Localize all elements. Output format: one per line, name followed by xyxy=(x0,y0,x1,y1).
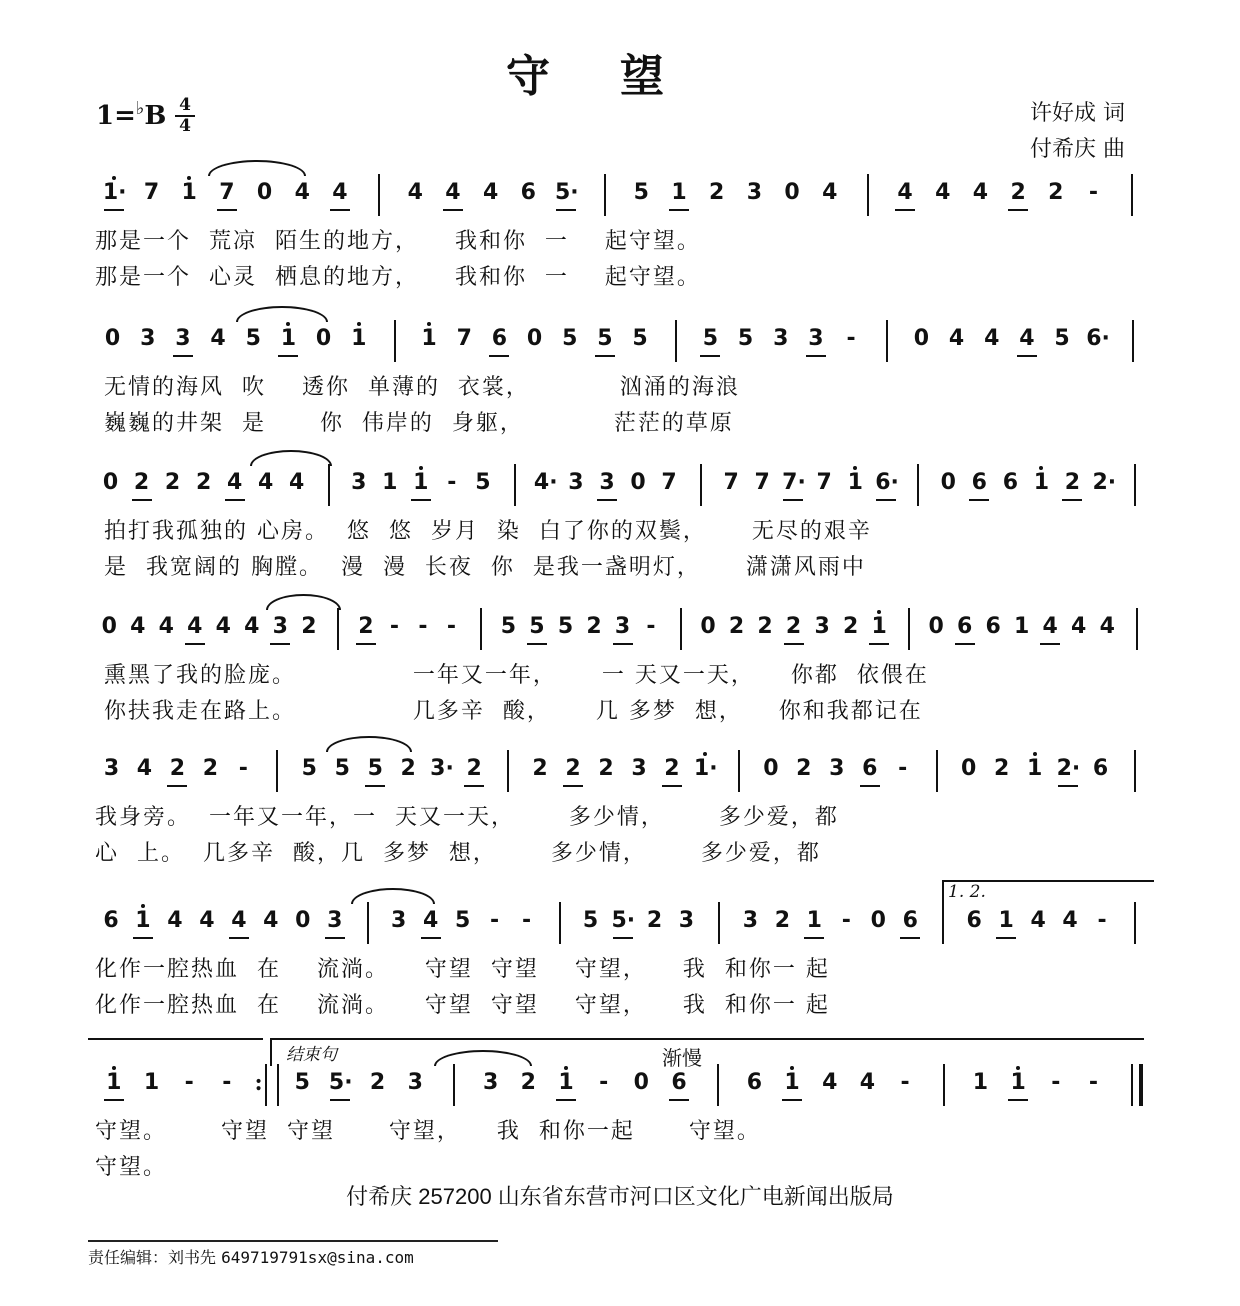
note: 2 xyxy=(586,614,602,639)
note: 5 xyxy=(699,326,721,352)
note: 5 xyxy=(454,908,471,933)
note: 4 xyxy=(1062,908,1078,933)
barline xyxy=(1134,750,1136,792)
barline xyxy=(886,320,888,362)
note: - xyxy=(184,1070,194,1095)
note: 4 xyxy=(1039,614,1061,640)
note: 5 xyxy=(364,756,386,782)
editor-email: 649719791sx@sina.com xyxy=(221,1248,414,1267)
note: 1 xyxy=(1007,1070,1029,1096)
note: 7 xyxy=(754,470,770,495)
note: 2 xyxy=(646,908,663,933)
slur xyxy=(266,594,341,610)
editor-line xyxy=(88,1240,498,1268)
barline xyxy=(1134,464,1136,506)
note: - xyxy=(1088,1070,1099,1095)
barline xyxy=(328,464,330,506)
tempo-marking: 渐慢 xyxy=(662,1048,702,1070)
note: 2 xyxy=(131,470,153,496)
note: 4 xyxy=(215,614,231,639)
note: 2 xyxy=(796,756,812,781)
slur xyxy=(208,160,306,176)
note: 3 xyxy=(324,908,346,934)
note: 6 xyxy=(488,326,510,352)
note: 5 xyxy=(557,614,574,639)
lyricist: 许好成 词 xyxy=(1030,101,1125,126)
note: 0 xyxy=(526,326,543,351)
note: 5 xyxy=(582,908,599,933)
note: 2· xyxy=(1056,756,1081,781)
score-row xyxy=(0,882,1240,1018)
lyric-line-1 xyxy=(0,1114,1240,1150)
note: 3 xyxy=(391,908,407,933)
note: 4 xyxy=(289,470,305,495)
note: 1· xyxy=(102,180,127,205)
score-row xyxy=(0,318,1240,436)
time-signature: 4 4 xyxy=(175,96,195,136)
note: 3 xyxy=(269,614,291,640)
note: 4 xyxy=(1099,614,1115,639)
lyric-line-1 xyxy=(0,370,1240,406)
lyric-line-2 xyxy=(0,836,1240,872)
barline xyxy=(276,750,278,792)
note: 3 xyxy=(746,180,763,205)
note: 6 xyxy=(954,614,976,640)
barline xyxy=(480,608,482,650)
note: 1 xyxy=(418,326,440,352)
note: 0 xyxy=(928,614,944,639)
note: 5· xyxy=(554,180,579,205)
note: 2 xyxy=(842,614,859,639)
note: 7 xyxy=(456,326,472,351)
barline xyxy=(367,902,369,944)
note: 4 xyxy=(329,180,351,206)
note: 2 xyxy=(463,756,485,782)
note: 1 xyxy=(972,1070,989,1095)
lyric-line-1 xyxy=(0,658,1240,694)
note: 2 xyxy=(993,756,1010,781)
slur xyxy=(250,450,332,466)
lyric-line-1 xyxy=(0,800,1240,836)
note: 1 xyxy=(410,470,432,496)
barline xyxy=(717,1064,719,1106)
lyric-text: 拍打我孤独的 心房。 悠 悠 岁月 染 白了你的双鬓， 无尽的艰辛 xyxy=(95,519,872,544)
note: 4 xyxy=(167,908,183,933)
note: 4 xyxy=(822,1070,838,1095)
lyric-text: 无情的海风 吹 透你 单薄的 衣裳， 汹涌的海浪 xyxy=(95,375,740,400)
note: - xyxy=(646,614,656,639)
note: 3 xyxy=(829,756,845,781)
barline xyxy=(453,1064,455,1106)
score-row xyxy=(0,606,1240,724)
barline xyxy=(738,750,740,792)
note: 2 xyxy=(301,614,317,639)
note: - xyxy=(418,614,428,639)
lyric-line-2 xyxy=(0,260,1240,296)
slur xyxy=(236,306,328,322)
lyric-text: 我身旁。 一年又一年，一 天又一天， 多少情， 多少爱，都 xyxy=(95,805,839,830)
note: 1 xyxy=(995,908,1017,934)
note: 4 xyxy=(482,180,499,205)
note: 2 xyxy=(400,756,416,781)
note: 4 xyxy=(972,180,989,205)
note: 4 xyxy=(420,908,442,934)
note: 3 xyxy=(172,326,194,352)
note: 6 xyxy=(859,756,881,782)
note: 2 xyxy=(783,614,805,640)
note: - xyxy=(522,908,532,933)
barline xyxy=(507,750,509,792)
barline xyxy=(559,902,561,944)
note: 1 xyxy=(1024,756,1046,782)
note: 6 xyxy=(746,1070,763,1095)
note: - xyxy=(222,1070,232,1095)
note: 7 xyxy=(816,470,832,495)
note: - xyxy=(841,908,851,933)
note: - xyxy=(1097,908,1107,933)
note: 2 xyxy=(598,756,614,781)
note: 2 xyxy=(1007,180,1029,206)
note: 3 xyxy=(814,614,830,639)
note: 2 xyxy=(728,614,745,639)
note: 0 xyxy=(102,470,119,495)
barline xyxy=(700,464,702,506)
notes-line xyxy=(0,606,1240,654)
lyric-text: 化作一腔热血 在 流淌。 守望 守望 守望， 我 和你一 起 xyxy=(95,957,830,982)
note: 4 xyxy=(224,470,246,496)
note: - xyxy=(898,756,908,781)
note: 6 xyxy=(103,908,119,933)
note: 0 xyxy=(256,180,273,205)
note: 6 xyxy=(985,614,1001,639)
note: 4 xyxy=(130,614,146,639)
barline xyxy=(394,320,396,362)
note: 2 xyxy=(195,470,212,495)
volta-label: 1. 2. xyxy=(948,882,986,902)
note: 1· xyxy=(693,756,718,781)
lyric-text: 那是一个 心灵 栖息的地方， 我和你 一 起守望。 xyxy=(95,265,701,290)
note: 3 xyxy=(596,470,618,496)
note: 1 xyxy=(555,1070,577,1096)
note: 3 xyxy=(407,1070,423,1095)
note: 4 xyxy=(935,180,951,205)
note: - xyxy=(490,908,500,933)
note: 4 xyxy=(244,614,260,639)
note: 1 xyxy=(1030,470,1052,496)
note: 5 xyxy=(1054,326,1070,351)
note: 6 xyxy=(899,908,921,934)
note: 2 xyxy=(709,180,725,205)
lyric-text: 是 我宽阔的 胸膛。 漫 漫 长夜 你 是我一盏明灯， 潇潇风雨中 xyxy=(95,555,866,580)
note: 2 xyxy=(532,756,548,781)
note: 7 xyxy=(143,180,160,205)
note: 0 xyxy=(295,908,311,933)
note: 1 xyxy=(803,908,825,934)
note: 2 xyxy=(661,756,683,782)
note: 7 xyxy=(216,180,238,206)
barline xyxy=(943,1064,945,1106)
barline xyxy=(604,174,606,216)
lyric-line-1 xyxy=(0,952,1240,988)
barline xyxy=(680,608,682,650)
barline xyxy=(718,902,720,944)
notes-line xyxy=(0,318,1240,366)
note: 4 xyxy=(442,180,464,206)
note: 1 xyxy=(868,614,890,640)
score-row xyxy=(0,172,1240,290)
note: 5 xyxy=(594,326,616,352)
note: 4 xyxy=(158,614,174,639)
slur xyxy=(351,888,435,904)
editor-label: 责任编辑：刘书先 xyxy=(88,1248,217,1267)
note: 3 xyxy=(482,1070,499,1095)
note: 0 xyxy=(961,756,977,781)
barline xyxy=(1131,174,1133,216)
note: 0 xyxy=(104,326,121,351)
note: 6 xyxy=(966,908,982,933)
note: 5 xyxy=(737,326,754,351)
barline xyxy=(1136,608,1138,650)
lyric-line-1 xyxy=(0,514,1240,550)
note: 7 xyxy=(661,470,677,495)
note: 0 xyxy=(784,180,800,205)
note: 3 xyxy=(351,470,367,495)
lyric-text: 守望。 守望 守望 守望， 我 和你一起 守望。 xyxy=(95,1119,761,1144)
lyric-line-2 xyxy=(0,988,1240,1024)
note: 1 xyxy=(143,1070,160,1095)
note: 2 xyxy=(166,756,188,782)
lyric-text: 熏黑了我的脸庞。 一年又一年， 一 天又一天， 你都 依偎在 xyxy=(95,663,929,688)
note: 6· xyxy=(1086,326,1110,351)
note: 2 xyxy=(1048,180,1064,205)
barline xyxy=(514,464,516,506)
note: 5 xyxy=(500,614,517,639)
note: 1 xyxy=(103,1070,125,1096)
barline xyxy=(917,464,919,506)
note: 1 xyxy=(668,180,690,206)
score-row xyxy=(0,748,1240,866)
note: 3 xyxy=(140,326,156,351)
note: 5 xyxy=(475,470,491,495)
note: 1 xyxy=(844,470,866,496)
lyric-text: 守望。 xyxy=(95,1155,168,1180)
note: 0 xyxy=(700,614,716,639)
note: 3· xyxy=(430,756,454,781)
note: - xyxy=(846,326,856,351)
note: 5 xyxy=(526,614,548,640)
score-row xyxy=(0,462,1240,580)
note: 2 xyxy=(202,756,219,781)
note: 0 xyxy=(630,470,646,495)
note: 4 xyxy=(294,180,310,205)
note: 3 xyxy=(612,614,634,640)
note: 2 xyxy=(520,1070,536,1095)
notes-line xyxy=(0,462,1240,510)
note: 2 xyxy=(757,614,773,639)
repeat-barline xyxy=(265,1064,279,1106)
note: 5 xyxy=(294,1070,310,1095)
note: 2· xyxy=(1092,470,1117,495)
note: 6 xyxy=(520,180,536,205)
note: - xyxy=(389,614,399,639)
note: 4 xyxy=(984,326,1000,351)
barline xyxy=(337,608,339,650)
note: 4 xyxy=(1030,908,1046,933)
barline xyxy=(378,174,380,216)
note: 7 xyxy=(723,470,739,495)
barline xyxy=(1132,320,1134,362)
note: 1 xyxy=(178,180,200,206)
note: 4 xyxy=(199,908,215,933)
note: - xyxy=(238,756,248,781)
note: 4 xyxy=(822,180,838,205)
note: 4 xyxy=(258,470,274,495)
slur xyxy=(326,736,412,752)
note: 2 xyxy=(562,756,584,782)
note: 4 xyxy=(859,1070,876,1095)
note: - xyxy=(1051,1070,1061,1095)
final-barline xyxy=(1131,1064,1143,1106)
note: 4· xyxy=(533,470,558,495)
note: 5 xyxy=(334,756,350,781)
note: 0 xyxy=(940,470,956,495)
note: 4 xyxy=(184,614,206,640)
note: 4 xyxy=(894,180,916,206)
note: 0 xyxy=(913,326,930,351)
note: 0 xyxy=(763,756,779,781)
lyric-line-2 xyxy=(0,550,1240,586)
notes-line xyxy=(0,172,1240,220)
note: - xyxy=(446,614,456,639)
note: 6 xyxy=(1002,470,1019,495)
note: 0 xyxy=(101,614,117,639)
note: 1 xyxy=(382,470,398,495)
note: 4 xyxy=(263,908,279,933)
note: 6 xyxy=(668,1070,690,1096)
first-ending-line xyxy=(88,1038,263,1040)
barline xyxy=(936,750,938,792)
note: 7· xyxy=(782,470,806,495)
note: 5 xyxy=(632,326,648,351)
note: 3 xyxy=(805,326,827,352)
note: 6· xyxy=(875,470,899,495)
note: 4 xyxy=(136,756,153,781)
lyric-text: 你扶我走在路上。 几多辛 酸， 几 多梦 想， 你和我都记在 xyxy=(95,699,923,724)
note: 3 xyxy=(568,470,584,495)
note: 3 xyxy=(678,908,695,933)
note: 5 xyxy=(633,180,649,205)
song-title: 守望 xyxy=(506,51,734,102)
note: - xyxy=(900,1070,910,1095)
lyric-text: 心 上。 几多辛 酸，几 多梦 想， 多少情， 多少爱，都 xyxy=(95,841,821,866)
lyric-line-1 xyxy=(0,224,1240,260)
footer-address: 付希庆 257200 山东省东营市河口区文化广电新闻出版局 xyxy=(346,1184,894,1209)
note: 1 xyxy=(132,908,154,934)
note: 0 xyxy=(315,326,332,351)
lyric-text: 那是一个 荒凉 陌生的地方， 我和你 一 起守望。 xyxy=(95,229,701,254)
note: 3 xyxy=(103,756,120,781)
note: - xyxy=(447,470,457,495)
note: 5 xyxy=(562,326,578,351)
barline xyxy=(867,174,869,216)
barline xyxy=(908,608,910,650)
note: 2 xyxy=(369,1070,386,1095)
note: 2 xyxy=(1061,470,1083,496)
note: 4 xyxy=(1016,326,1038,352)
note: - xyxy=(599,1070,609,1095)
ending-bracket xyxy=(270,1038,1144,1066)
note: 1 xyxy=(348,326,370,352)
note: 5· xyxy=(328,1070,353,1095)
note: 4 xyxy=(228,908,250,934)
lyric-line-2 xyxy=(0,694,1240,730)
lyric-text: 巍巍的井架 是 你 伟岸的 身躯， 茫茫的草原 xyxy=(95,411,734,436)
note: 6 xyxy=(968,470,990,496)
note: 1 xyxy=(277,326,299,352)
note: 5 xyxy=(245,326,261,351)
note: 5 xyxy=(301,756,317,781)
notes-line xyxy=(0,748,1240,796)
note: 3 xyxy=(742,908,759,933)
note: 1 xyxy=(1014,614,1030,639)
key-signature: 1=♭B xyxy=(96,98,167,131)
lyric-text: 化作一腔热血 在 流淌。 守望 守望 守望， 我 和你一 起 xyxy=(95,993,830,1018)
note: 2 xyxy=(164,470,181,495)
volta-bracket xyxy=(942,880,1154,912)
score-row xyxy=(0,1045,1240,1180)
note: 3 xyxy=(631,756,647,781)
note: - xyxy=(1088,180,1099,205)
composer: 付希庆 曲 xyxy=(1030,137,1125,162)
ending-label: 结束句 xyxy=(286,1045,337,1064)
note: 0 xyxy=(870,908,886,933)
note: 4 xyxy=(1071,614,1087,639)
notes-line xyxy=(0,1062,1240,1110)
note: 3 xyxy=(773,326,789,351)
note: 4 xyxy=(210,326,226,351)
barline xyxy=(675,320,677,362)
note: 0 xyxy=(633,1070,649,1095)
note: 4 xyxy=(407,180,423,205)
note: 1 xyxy=(781,1070,803,1096)
note: 5· xyxy=(611,908,636,933)
note: 4 xyxy=(948,326,965,351)
note: 2 xyxy=(774,908,790,933)
note: 6 xyxy=(1092,756,1109,781)
lyric-line-2 xyxy=(0,406,1240,442)
note: 2 xyxy=(355,614,377,640)
